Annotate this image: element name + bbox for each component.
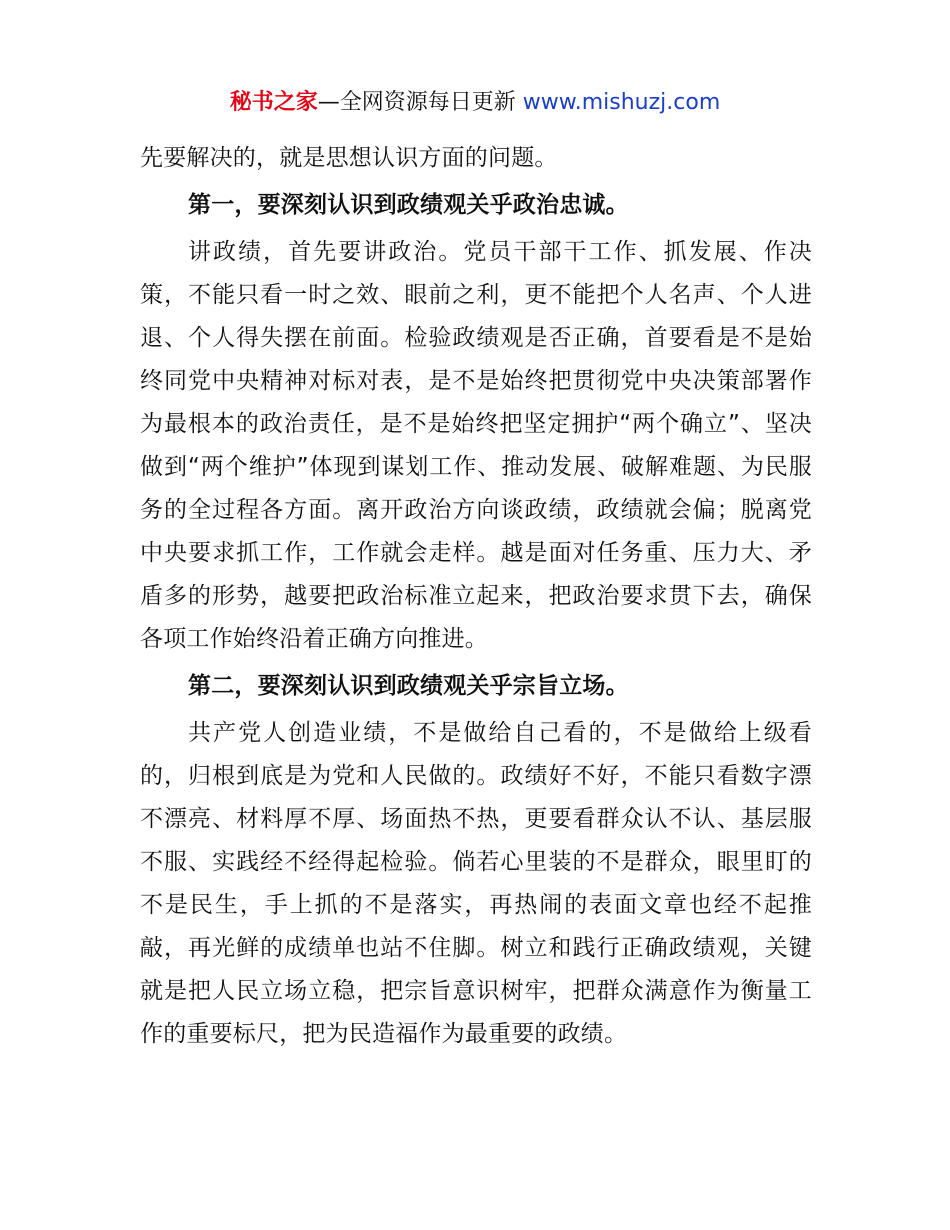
body-paragraph-1: 讲政绩，首先要讲政治。党员干部干工作、抓发展、作决策，不能只看一时之效、眼前之利，更不能把个人名声、个人进退、个人得失摆在前面。检验政绩观是否正确，首要看是不是始终同党中央精神对标对表，是不是始终把贯彻党中央决策部署作为最根本的政治责任，是不是始终把坚定拥护“两个确立”、坚决做到“两个维护”体现到谋划工作、推动发展、破解难题、为民服务的全过程各方面。离开政治方向谈政绩，政绩就会偏；脱离党中央要求抓工作，工作就会走样。越是面对任务重、压力大、矛盾多的形势，越要把政治标准立起来，把政治要求贯下去，确保各项工作始终沿着正确方向推进。	[140, 239, 812, 652]
continuation-paragraph: 先要解决的，就是思想认识方面的问题。	[140, 145, 558, 171]
site-url-link[interactable]: www.mishuzj.com	[522, 90, 721, 115]
body-paragraph-2: 共产党人创造业绩，不是做给自己看的，不是做给上级看的，归根到底是为党和人民做的。政绩好不好，不能只看数字漂不漂亮、材料厚不厚、场面热不热，更要看群众认不认、基层服不服、实践经不经得起检验。倘若心里装的不是群众，眼里盯的不是民生，手上抓的不是落实，再热闹的表面文章也经不起推敲，再光鲜的成绩单也站不住脚。树立和践行正确政绩观，关键就是把人民立场立稳，把宗旨意识树牢，把群众满意作为衡量工作的重要标尺，把为民造福作为最重要的政绩。	[140, 720, 812, 1047]
site-header	[0, 88, 950, 118]
brand-name: 秘书之家	[229, 90, 318, 115]
section-heading-1: 第一，要深刻认识到政绩观关乎政治忠诚。	[188, 192, 629, 218]
section-heading-2: 第二，要深刻认识到政绩观关乎宗旨立场。	[188, 673, 629, 699]
document-body	[140, 137, 812, 1060]
header-tagline: —全网资源每日更新	[317, 90, 523, 115]
